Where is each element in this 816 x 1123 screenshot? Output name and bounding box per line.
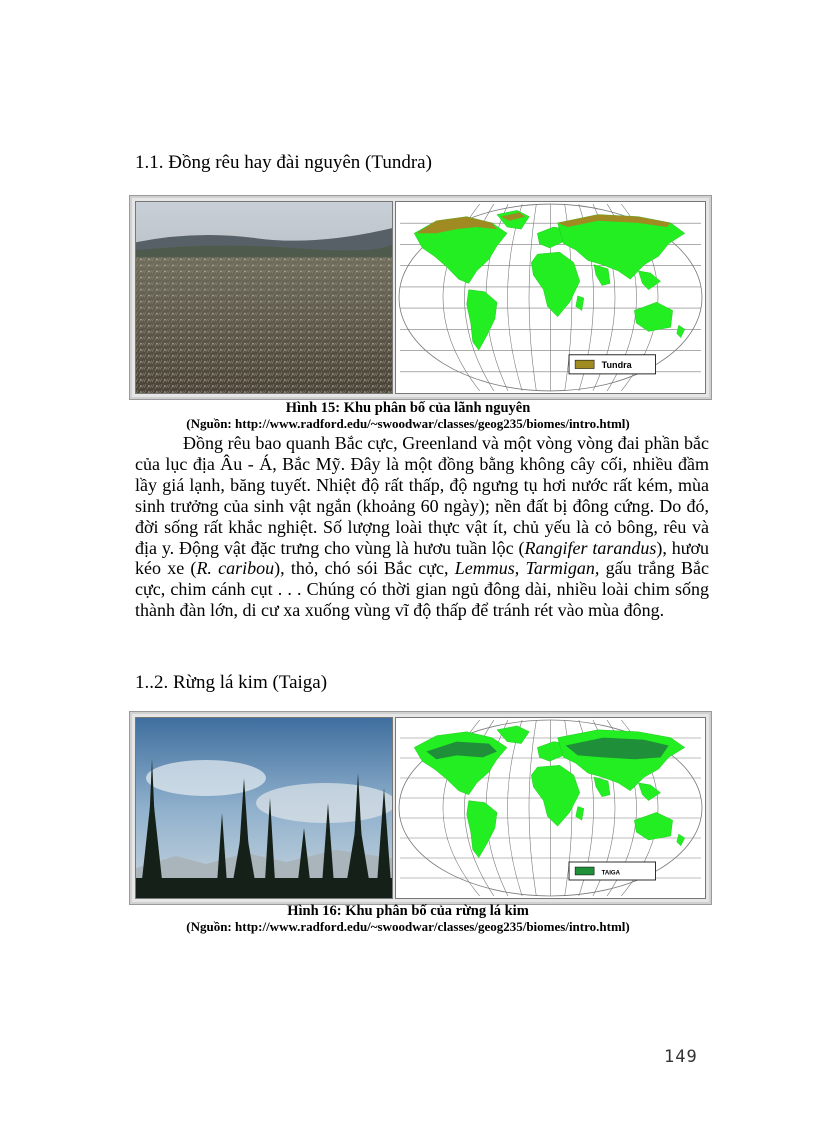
text-run: gấu trắng Bắc cực, chim cánh cụt . . . Chúng có thời gian ngủ đông dài, nhiều loài chim sống thành đàn lớn, di cư xa xuống vùng vĩ độ thấp để tránh rét vào mùa đông. bbox=[135, 558, 709, 621]
figure-source: (Nguồn: http://www.radford.edu/~swoodwar/classes/geog235/biomes/intro.html) bbox=[186, 919, 630, 934]
legend-swatch bbox=[575, 867, 594, 875]
legend-swatch bbox=[575, 360, 594, 368]
legend-label: TAIGA bbox=[601, 870, 620, 877]
tundra-world-map bbox=[395, 201, 706, 394]
tundra-photo bbox=[135, 201, 393, 394]
figure-caption: Hình 16: Khu phân bố của rừng lá kim bbox=[287, 903, 529, 919]
taiga-photo bbox=[135, 717, 393, 899]
legend-label: Tundra bbox=[601, 360, 632, 371]
figure-source: (Nguồn: http://www.radford.edu/~swoodwar/classes/geog235/biomes/intro.html) bbox=[186, 416, 630, 431]
map-legend bbox=[569, 862, 656, 880]
taiga-world-map bbox=[395, 717, 706, 899]
text-run: ), hươu kéo xe ( bbox=[135, 537, 709, 579]
text-run: Đồng rêu bao quanh Bắc cực, Greenland và một vòng vòng đai phần bắc của lục địa Âu - Á, Bắc Mỹ. Đây là một đồng bằng không cây cối, nhiều đầm lầy giá lạnh, băng tuyết. Nhiệt độ rất thấp, độ ngưng tụ hơi nước rất kém, mùa sinh trưởng của sinh vật ngắn (khoảng 60 ngày); nền đất bị đông cứng. Do đó, đời sống rất khắc nghiệt. Số lượng loài thực vật ít, chủ yếu là cỏ bông, rêu và địa y. Động vật đặc trưng cho vùng là hươu tuần lộc ( bbox=[135, 433, 709, 558]
figure-tundra bbox=[129, 195, 712, 400]
species-name: Tarmigan, bbox=[525, 558, 600, 579]
tundra-paragraph bbox=[135, 433, 709, 621]
species-name: R. caribou bbox=[196, 558, 275, 579]
page-number: 149 bbox=[664, 1047, 698, 1067]
figure-caption: Hình 15: Khu phân bố của lãnh nguyên bbox=[285, 400, 531, 416]
text-run: ), thỏ, chó sói Bắc cực, bbox=[274, 558, 455, 579]
species-name: Lemmus bbox=[454, 558, 515, 579]
species-name: Rangifer tarandus bbox=[524, 537, 657, 558]
section-heading-taiga: 1..2. Rừng lá kim (Taiga) bbox=[135, 672, 328, 693]
text-run: , bbox=[514, 558, 526, 579]
section-heading-tundra: 1.1. Đồng rêu hay đài nguyên (Tundra) bbox=[135, 152, 432, 173]
map-legend bbox=[569, 355, 656, 374]
figure-taiga bbox=[129, 711, 712, 905]
